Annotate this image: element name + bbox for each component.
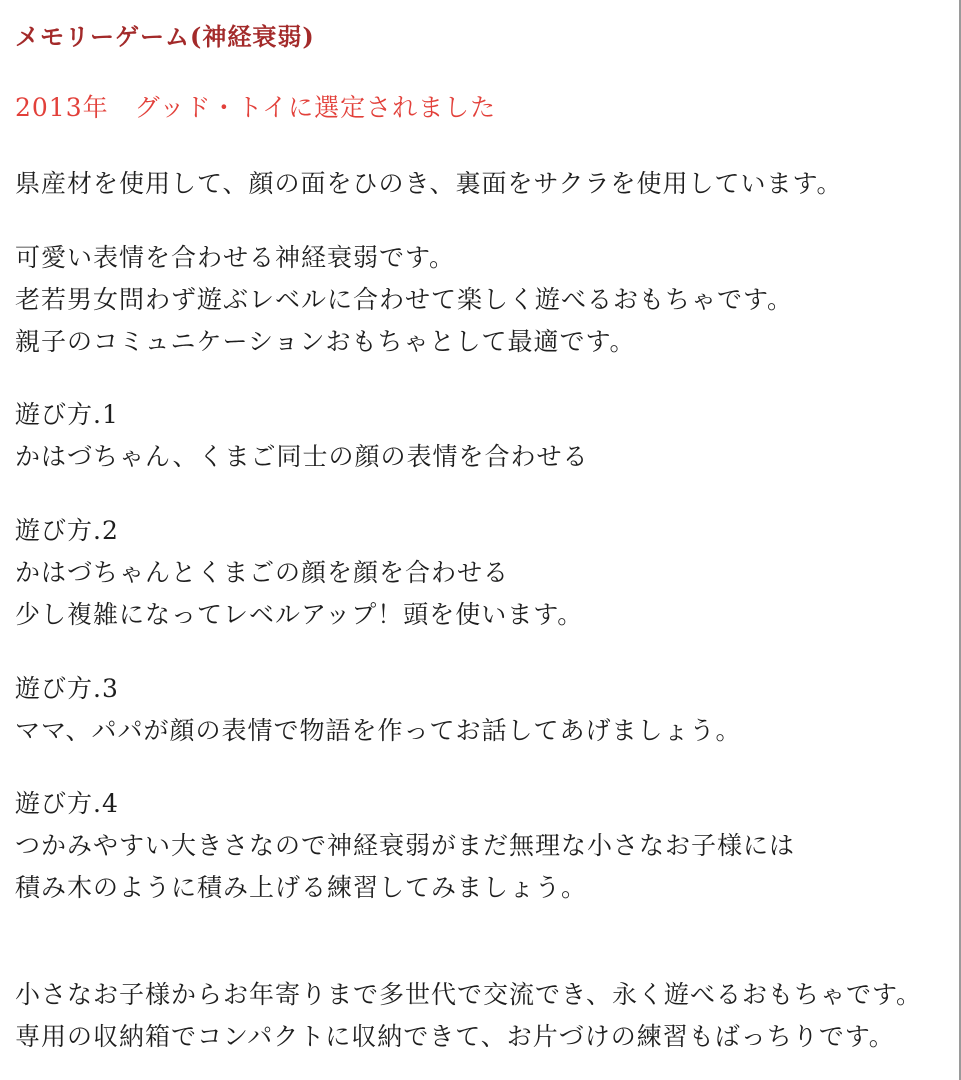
howto-heading: 遊び方.4: [15, 789, 119, 818]
howto-heading: 遊び方.3: [15, 674, 119, 703]
material-text: 県産材を使用して、顔の面をひのき、裏面をサクラを使用しています。: [15, 169, 843, 198]
intro-line: 老若男女問わず遊ぶレベルに合わせて楽しく遊べるおもちゃです。: [15, 285, 794, 314]
howto-line: つかみやすい大きさなので神経衰弱がまだ無理な小さなお子様には: [15, 831, 796, 860]
howto-line: ママ、パパが顔の表情で物語を作ってお話してあげましょう。: [15, 716, 742, 745]
howto-line: 積み木のように積み上げる練習してみましょう。: [15, 873, 588, 902]
howto-heading: 遊び方.2: [15, 516, 119, 545]
howto-line: 少し複雑になってレベルアップ！頭を使います。: [15, 600, 584, 629]
howto-heading: 遊び方.1: [15, 400, 119, 429]
howto-line: かはづちゃん、くまご同士の顔の表情を合わせる: [15, 442, 589, 471]
intro-line: 可愛い表情を合わせる神経衰弱です。: [15, 243, 456, 272]
page-title: メモリーゲーム(神経衰弱): [15, 22, 315, 51]
award-notice: 2013年 グッド・トイに選定されました: [15, 93, 497, 122]
closing-line: 小さなお子様からお年寄りまで多世代で交流でき、永く遊べるおもちゃです。: [15, 980, 923, 1009]
closing-line: 専用の収納箱でコンパクトに収納できて、お片づけの練習もばっちりです。: [15, 1022, 895, 1051]
howto-line: かはづちゃんとくまごの顔を顔を合わせる: [15, 558, 510, 587]
intro-line: 親子のコミュニケーションおもちゃとして最適です。: [15, 327, 636, 356]
